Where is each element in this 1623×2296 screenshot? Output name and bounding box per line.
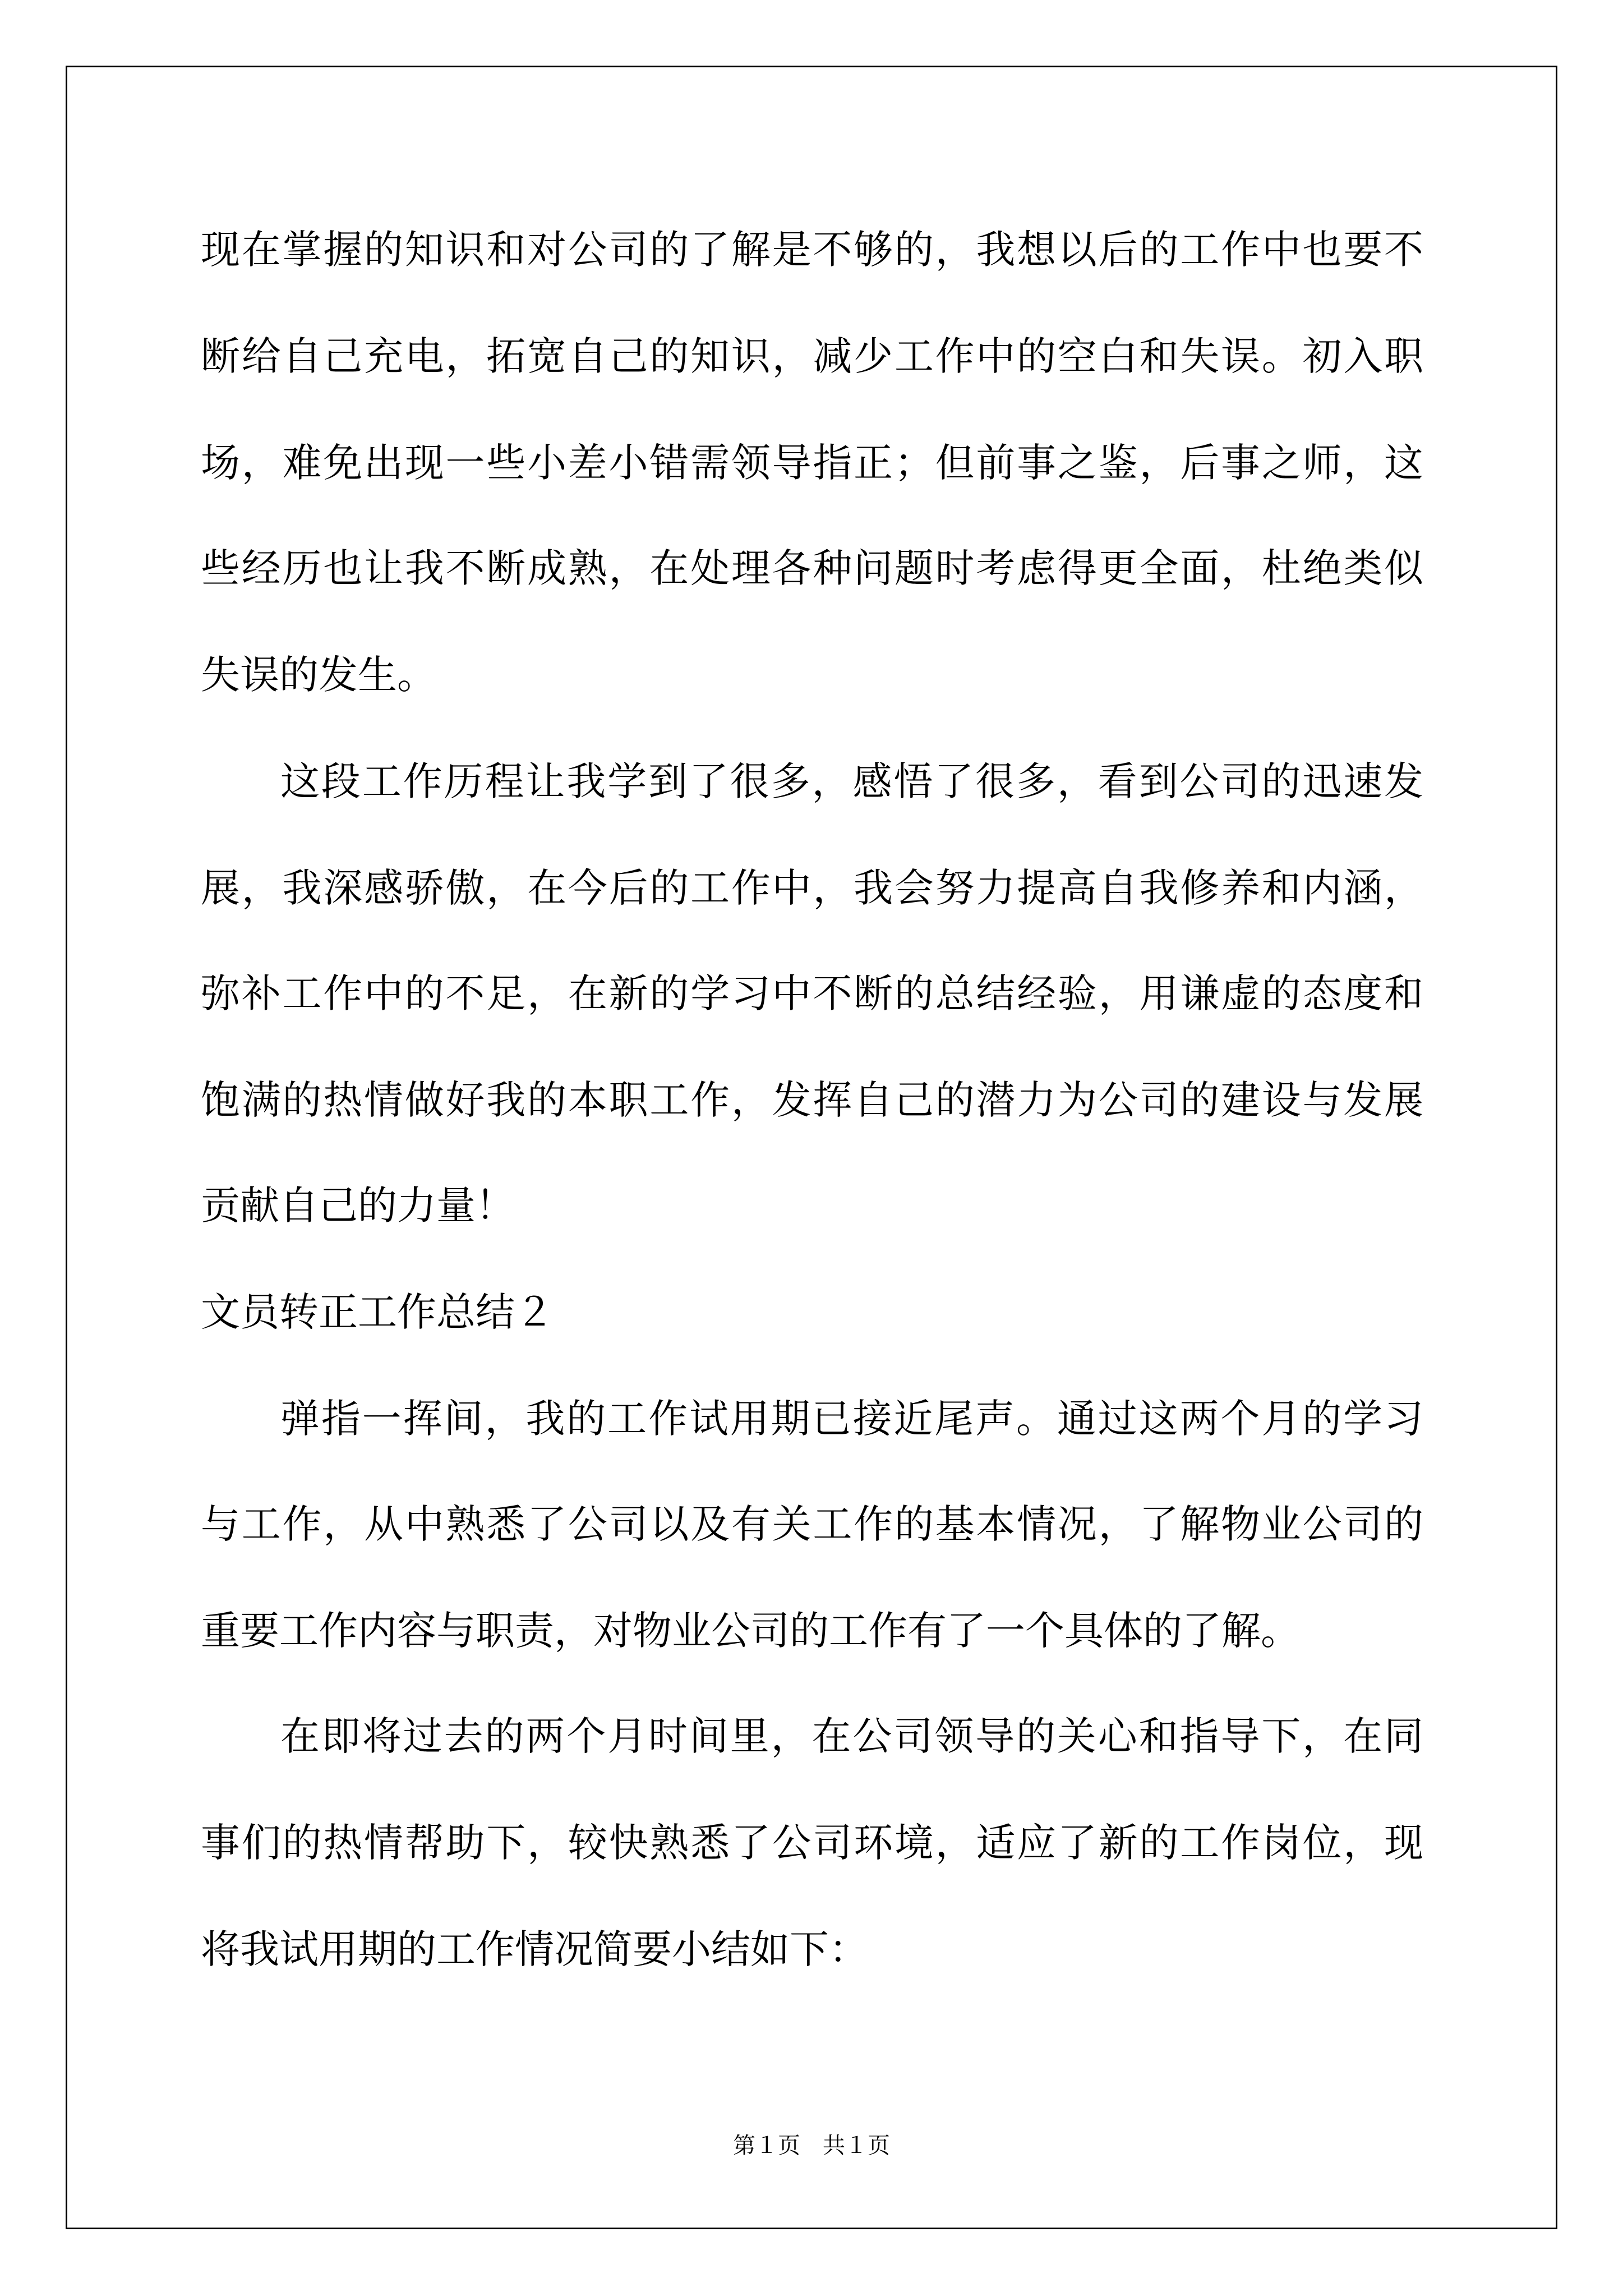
paragraph-1-line-1: 现在掌握的知识和对公司的了解是不够的，我想以后的工作中也要不 [201,227,1423,273]
section-heading: 文员转正工作总结２ [201,1289,554,1335]
paragraph-4-line-3: 将我试用期的工作情况简要小结如下： [201,1926,868,1972]
paragraph-3-line-1: 弹指一挥间，我的工作试用期已接近尾声。通过这两个月的学习 [280,1396,1423,1442]
paragraph-1-line-4: 些经历也让我不断成熟，在处理各种问题时考虑得更全面，杜绝类似 [201,545,1423,591]
paragraph-1-line-2: 断给自己充电，拓宽自己的知识，减少工作中的空白和失误。初入职 [201,333,1423,379]
page-border [66,66,1557,2229]
paragraph-3-line-2: 与工作，从中熟悉了公司以及有关工作的基本情况，了解物业公司的 [201,1501,1423,1547]
paragraph-3-line-3: 重要工作内容与职责，对物业公司的工作有了一个具体的了解。 [201,1608,1300,1654]
page-footer: 第１页 共１页 [733,2133,890,2159]
paragraph-4-line-2: 事们的热情帮助下，较快熟悉了公司环境，适应了新的工作岗位，现 [201,1820,1423,1866]
paragraph-2-line-4: 饱满的热情做好我的本职工作，发挥自己的潜力为公司的建设与发展 [201,1077,1423,1123]
paragraph-1-line-3: 场，难免出现一些小差小错需领导指正；但前事之鉴，后事之师，这 [201,440,1423,486]
paragraph-2-line-2: 展，我深感骄傲，在今后的工作中，我会努力提高自我修养和内涵， [201,865,1423,911]
paragraph-2-line-3: 弥补工作中的不足，在新的学习中不断的总结经验，用谦虚的态度和 [201,970,1423,1016]
paragraph-2-line-5: 贡献自己的力量！ [201,1182,515,1228]
paragraph-1-line-5: 失误的发生。 [201,652,436,698]
paragraph-4-line-1: 在即将过去的两个月时间里，在公司领导的关心和指导下，在同 [280,1713,1423,1759]
paragraph-2-line-1: 这段工作历程让我学到了很多，感悟了很多，看到公司的迅速发 [280,758,1423,804]
